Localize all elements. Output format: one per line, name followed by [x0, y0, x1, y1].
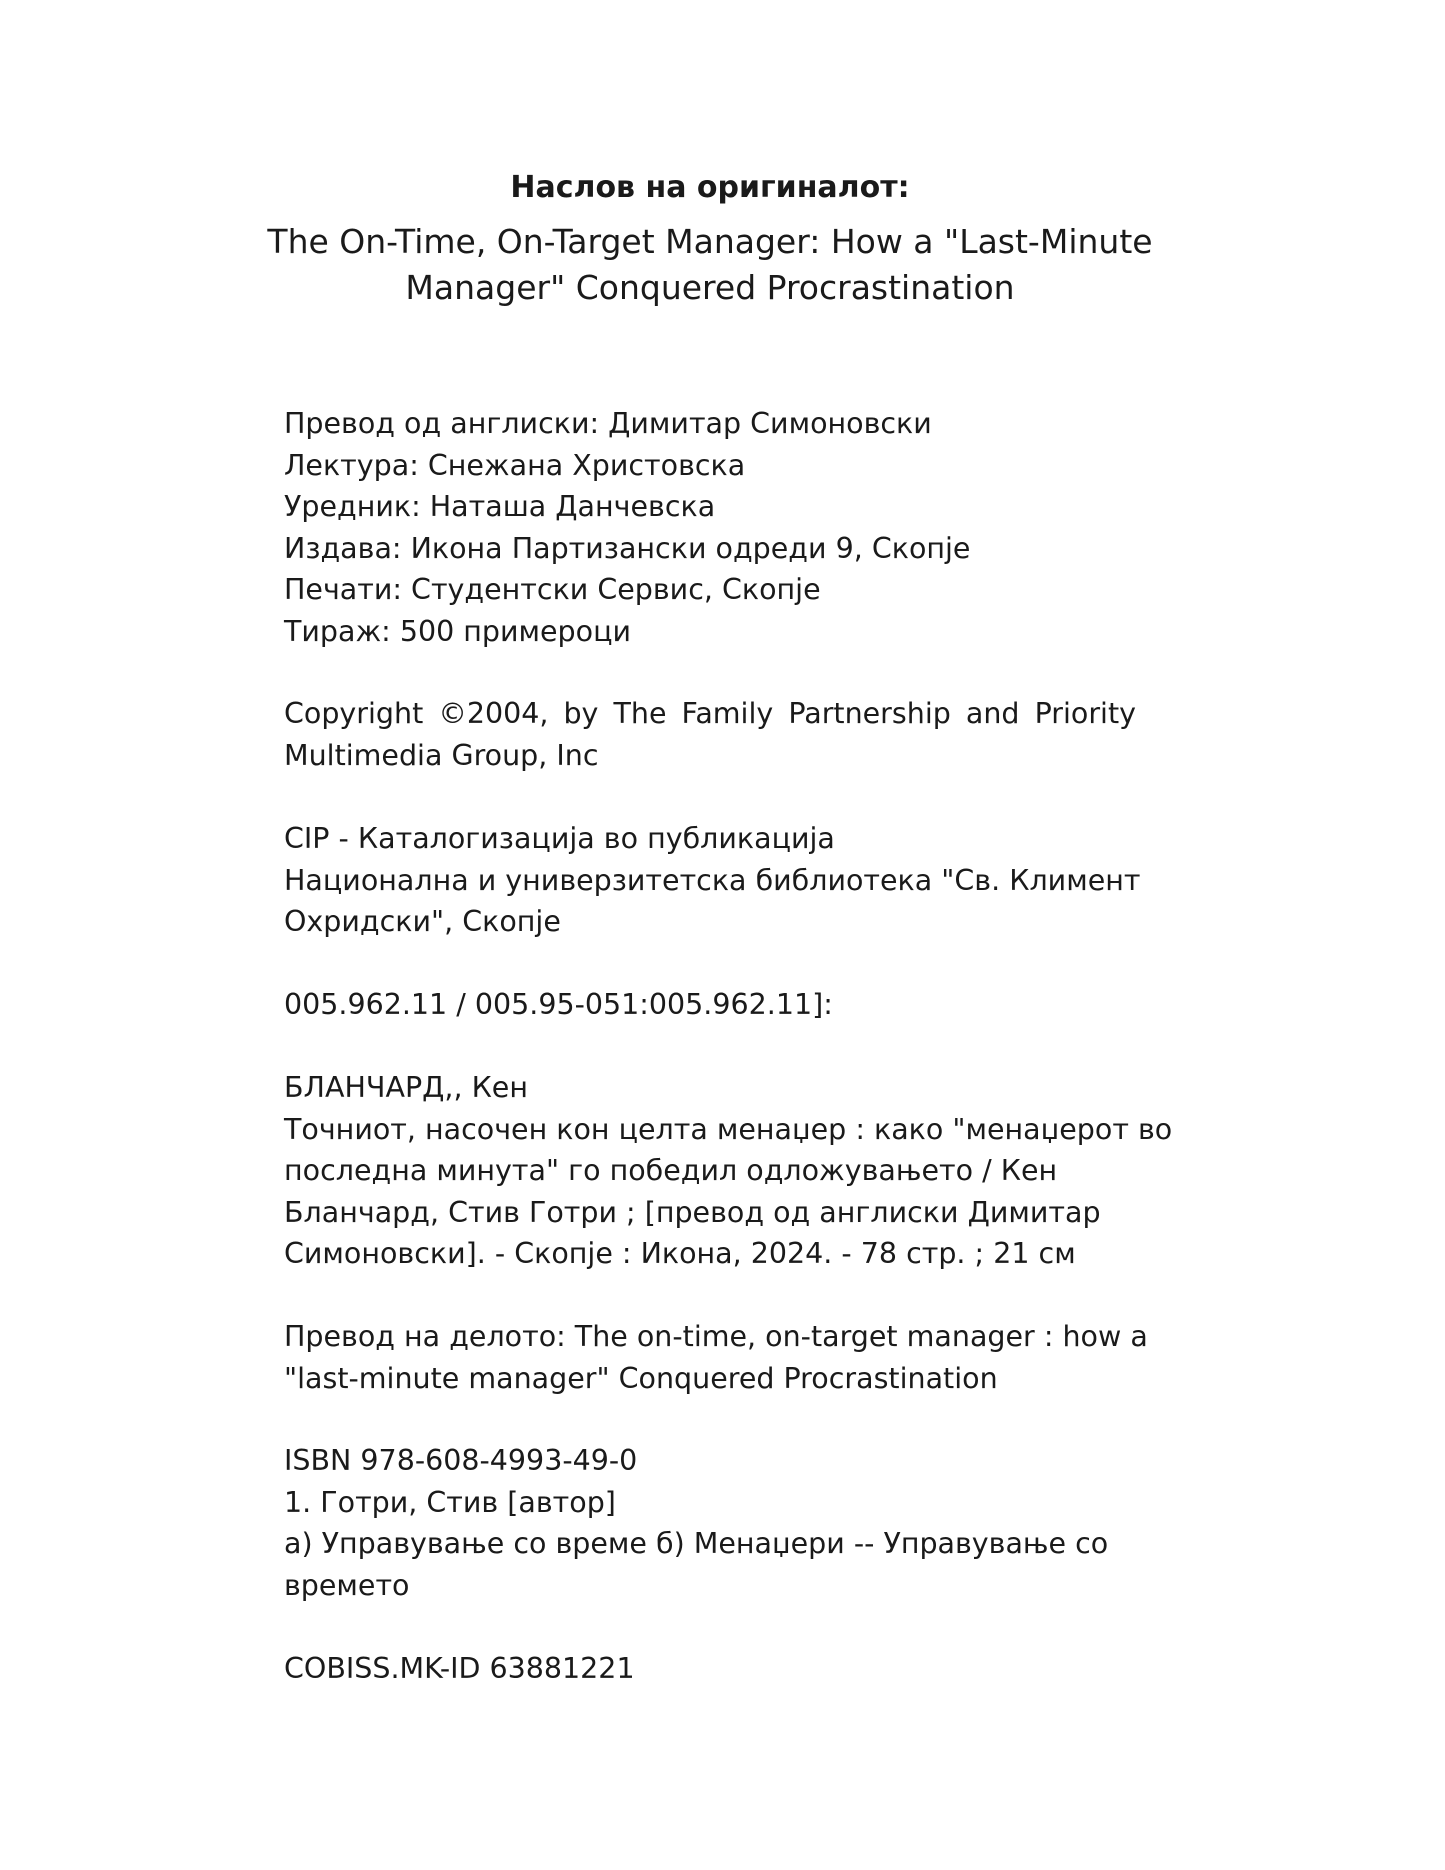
record-line-4: Симоновски]. - Скопје : Икона, 2024. - 78 стр. ; 21 см — [284, 1237, 1076, 1270]
original-title-line-1: The On-Time, On-Target Manager: How a "Last-Minute — [267, 222, 1153, 261]
cip-block — [284, 818, 1141, 943]
original-title-heading: Наслов на оригиналот: — [510, 170, 910, 205]
translation-of-line-2: "last-minute manager" Conquered Procrastination — [284, 1361, 998, 1395]
cip-line-1: CIP - Каталогизација во публикација — [284, 822, 835, 855]
copyright-line-2: Multimedia Group, Inc — [284, 738, 599, 772]
record-line-1: Точниот, насочен кон целта менаџер : како "менаџерот во — [284, 1112, 1173, 1146]
credits-block — [284, 403, 1136, 652]
cobiss-id: COBISS.MK-ID 63881221 — [284, 1652, 635, 1685]
original-title — [0, 219, 1420, 311]
copyright-line-1: Copyright ©2004, by The Family Partnership and Priority — [284, 697, 1136, 730]
cip-line-3: Охридски", Скопје — [284, 905, 561, 938]
catalog-record — [284, 1067, 1173, 1275]
credit-printer: Печати: Студентски Сервис, Скопје — [284, 573, 821, 606]
subjects-line-2: времето — [284, 1568, 410, 1602]
translation-of-line-1: Превод на делото: The on-time, on-target manager : how a — [284, 1320, 1148, 1353]
udc-classification — [284, 984, 1136, 1026]
cobiss-block — [284, 1648, 1136, 1690]
record-author: БЛАНЧАРД,, Кен — [284, 1071, 528, 1104]
udc-line: 005.962.11 / 005.95-051:005.962.11]: — [284, 988, 833, 1021]
credit-print-run: Тираж: 500 примероци — [284, 614, 632, 648]
record-line-2: последна минута" го победил одложувањето / Кен — [284, 1154, 1058, 1187]
credit-publisher: Издава: Икона Партизански одреди 9, Скопје — [284, 531, 971, 565]
record-line-3: Бланчард, Стив Готри ; [превод од англиски Димитар — [284, 1195, 1101, 1229]
isbn-block — [284, 1440, 1136, 1606]
subjects-line-1: а) Управување со време б) Менаџери -- Управување со — [284, 1527, 1109, 1560]
isbn-line: ISBN 978-608-4993-49-0 — [284, 1444, 638, 1477]
coauthor-line: 1. Готри, Стив [автор] — [284, 1485, 616, 1519]
translation-of-block — [284, 1316, 1148, 1399]
cip-line-2: Национална и универзитетска библиотека "Св. Климент — [284, 863, 1141, 897]
credit-translator: Превод од англиски: Димитар Симоновски — [284, 407, 932, 440]
credit-proofreader: Лектура: Снежана Христовска — [284, 448, 746, 482]
copyright-block — [284, 693, 1136, 776]
original-title-line-2: Manager" Conquered Procrastination — [405, 268, 1015, 307]
credit-editor: Уредник: Наташа Данчевска — [284, 490, 716, 523]
